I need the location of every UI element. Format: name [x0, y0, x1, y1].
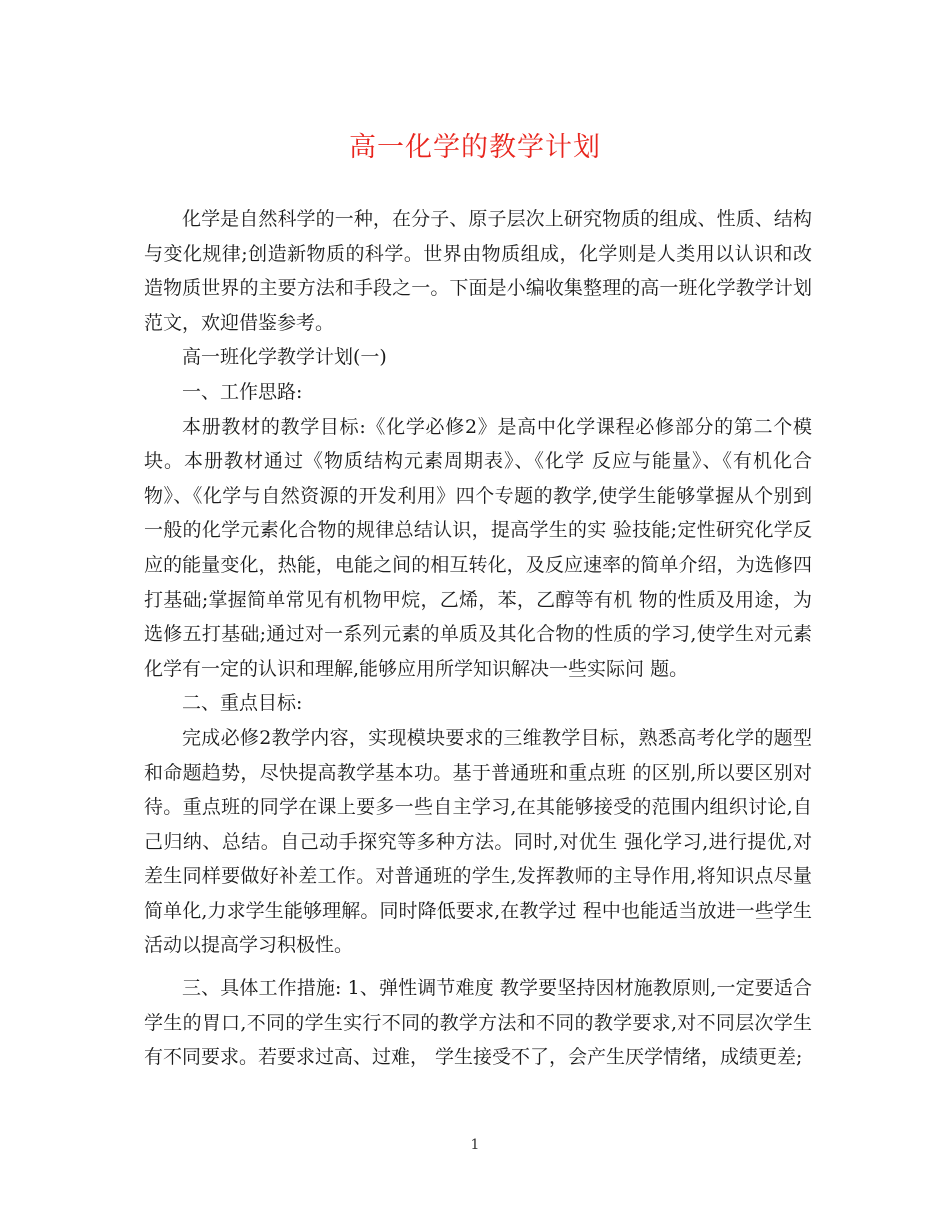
- paragraph-section-3-body: 三、具体工作措施: 1、弹性调节难度 教学要坚持因材施教原则,一定要适合学生的胃口,不同的学生实行不同的教学方法和不同的教学要求,对不同层次学生有不同要求。若要求过高、过难， 学生接受不了，会产生厌学情绪，成绩更差;: [144, 977, 812, 1069]
- page-number: 1: [470, 1137, 480, 1153]
- paragraph-plan-heading: 高一班化学教学计划(一): [182, 346, 387, 369]
- paragraph-section-2-heading: 二、重点目标:: [182, 692, 303, 715]
- paragraph-section-1-heading: 一、工作思路:: [182, 380, 303, 403]
- paragraph-intro: 化学是自然科学的一种，在分子、原子层次上研究物质的组成、性质、结构与变化规律;创造新物质的科学。世界由物质组成，化学则是人类用以认识和改造物质世界的主要方法和手段之一。下面是小编收集整理的高一班化学教学计划范文，欢迎借鉴参考。: [144, 208, 812, 334]
- document-body: [144, 202, 812, 1075]
- paragraph-section-2-body: 完成必修2教学内容，实现模块要求的三维教学目标，熟悉高考化学的题型和命题趋势，尽快提高教学基本功。基于普通班和重点班 的区别,所以要区别对待。重点班的同学在课上要多一些自主学习,在其能够接受的范围内组织讨论,自己归纳、总结。自己动手探究等多种方法。同时,对优生 强化学习,进行提优,对差生同样要做好补差工作。对普通班的学生,发挥教师的主导作用,将知识点尽量简单化,力求学生能够理解。同时降低要求,在教学过 程中也能适当放进一些学生活动以提高学习积极性。: [144, 726, 812, 957]
- document-title: 高一化学的教学计划: [349, 132, 601, 163]
- paragraph-section-1-body: 本册教材的教学目标:《化学必修2》是高中化学课程必修部分的第二个模块。本册教材通过《物质结构元素周期表》、《化学 反应与能量》、《有机化合物》、《化学与自然资源的开发利用》四个专题的教学,使学生能够掌握从个别到一般的化学元素化合物的规律总结认识，提高学生的实 验技能;定性研究化学反应的能量变化，热能，电能之间的相互转化，及反应速率的简单介绍，为选修四打基础;掌握简单常见有机物甲烷，乙烯，苯，乙醇等有机 物的性质及用途，为选修五打基础;通过对一系列元素的单质及其化合物的性质的学习,使学生对元素化学有一定的认识和理解,能够应用所学知识解决一些实际问 题。: [144, 415, 812, 680]
